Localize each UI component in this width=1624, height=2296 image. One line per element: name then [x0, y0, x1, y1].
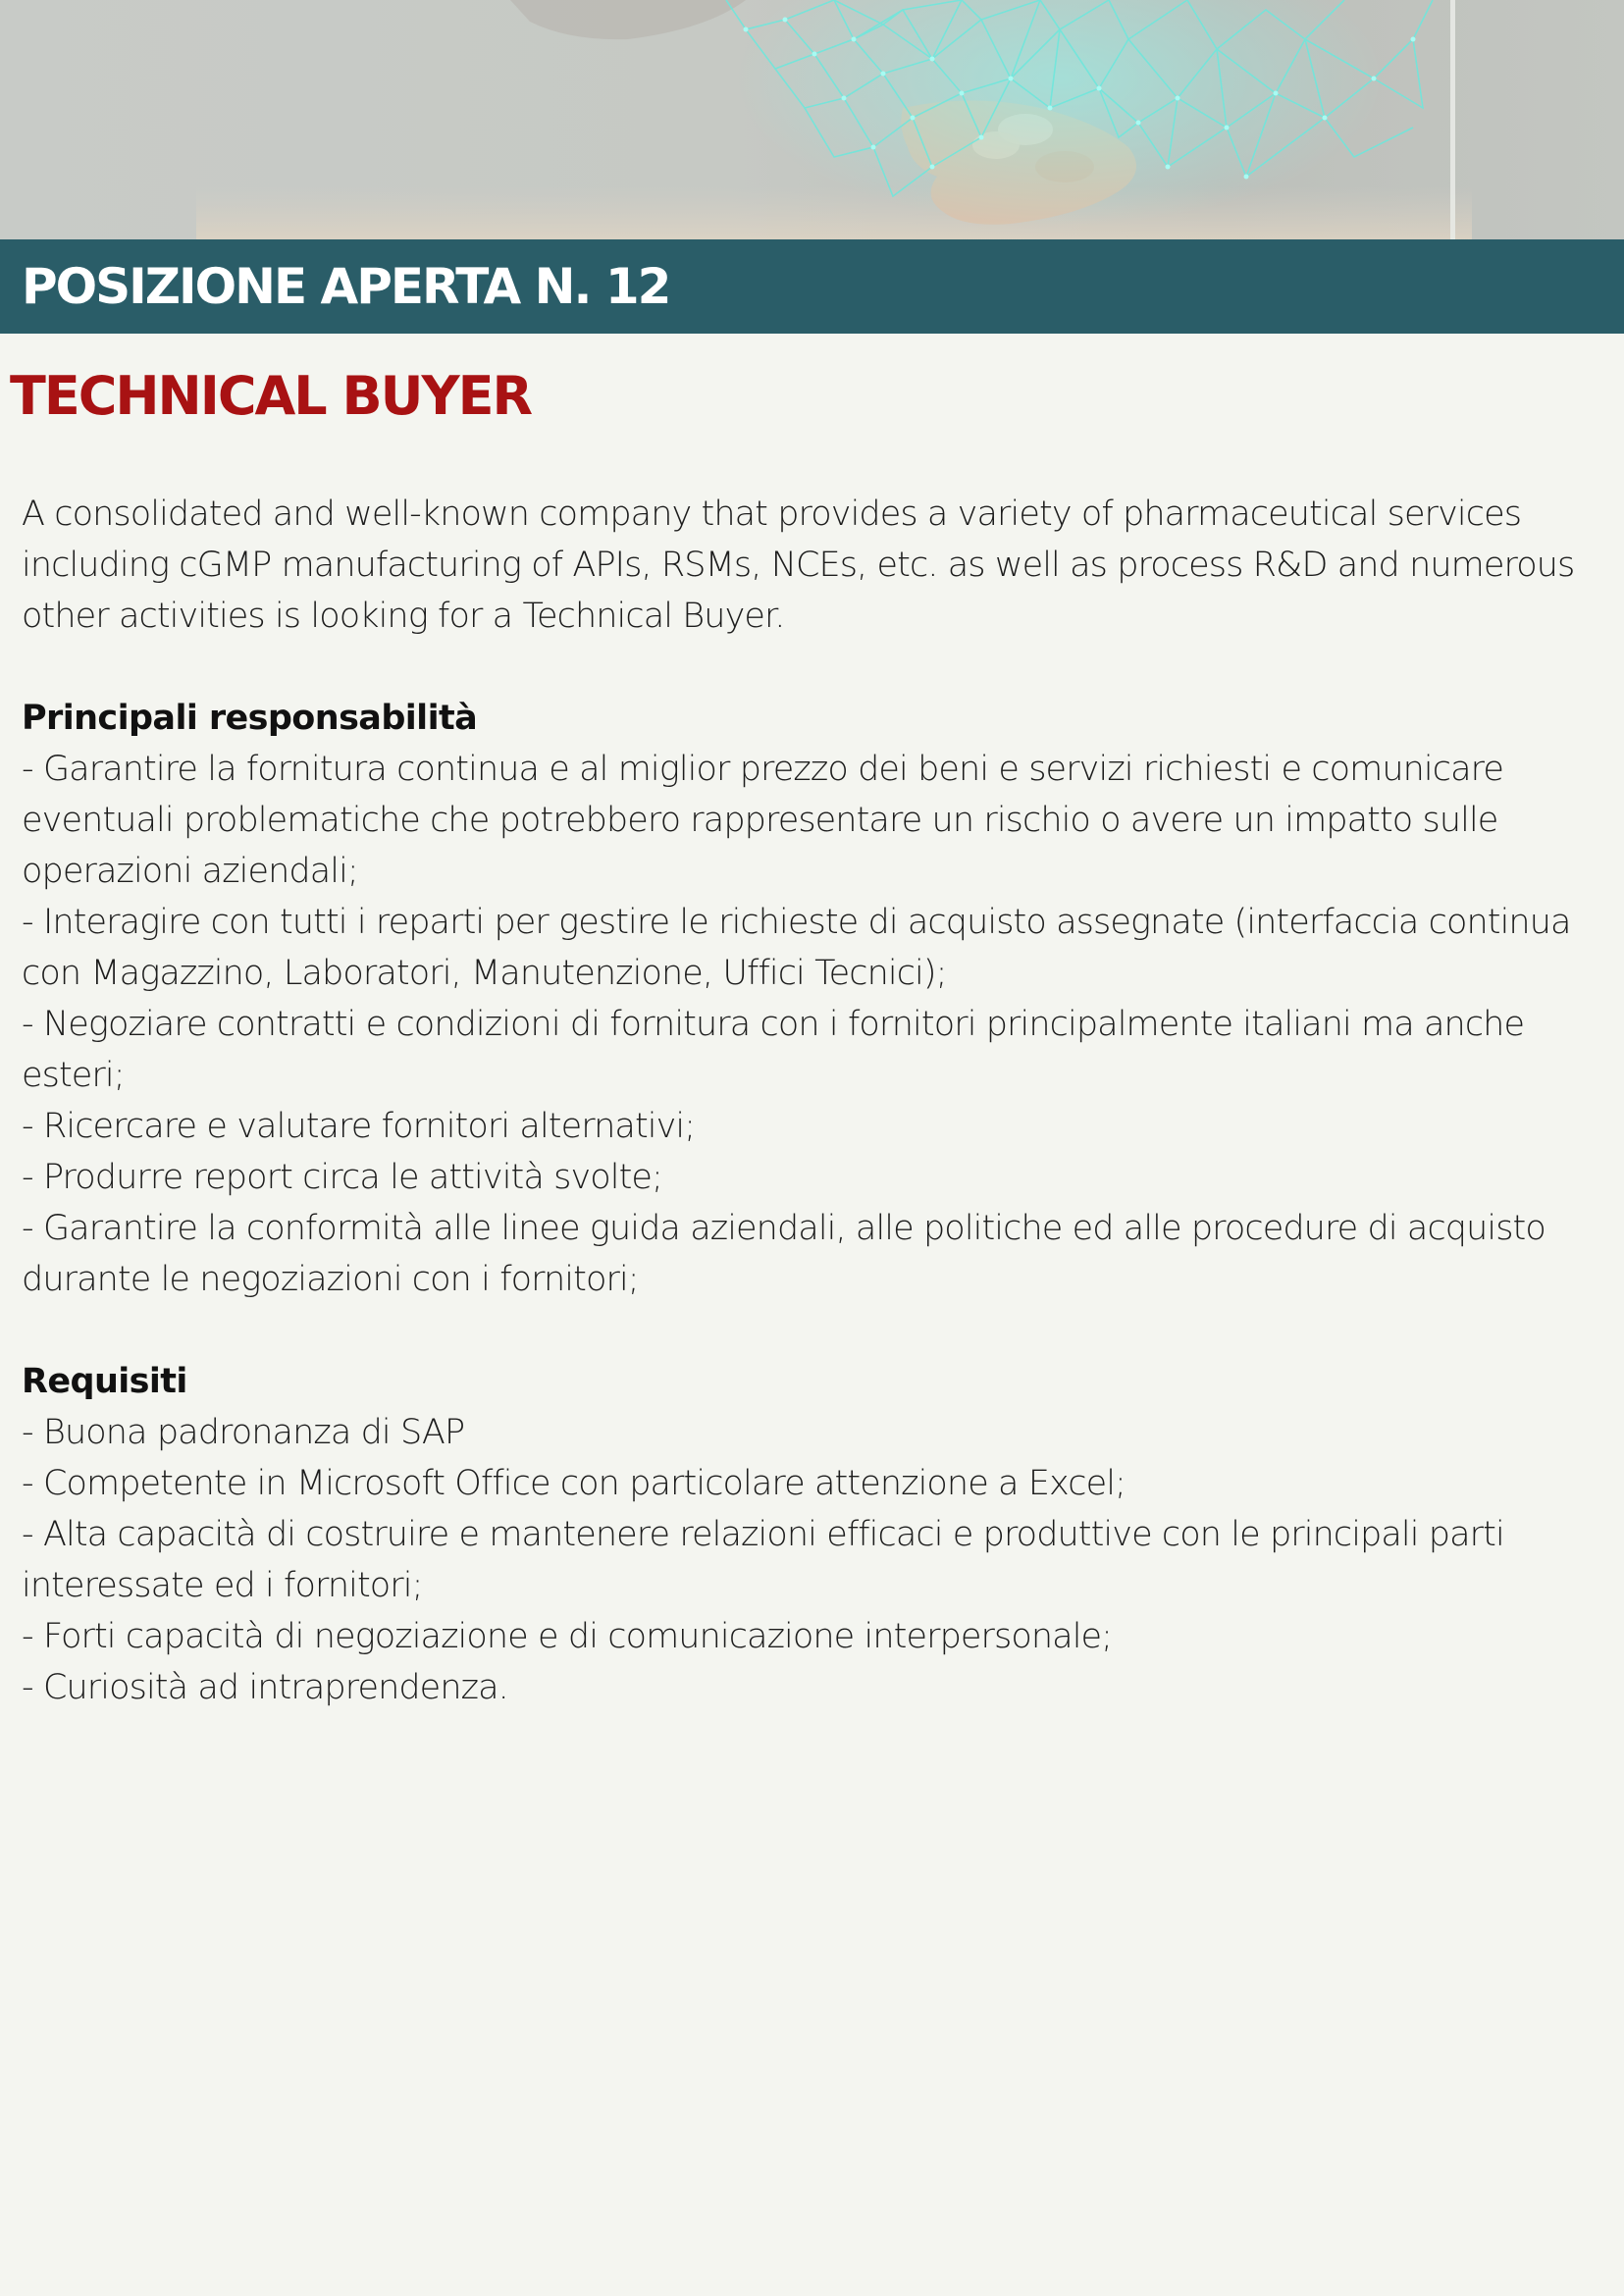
responsibilities-heading: Principali responsabilità	[22, 699, 478, 738]
requirements-section	[22, 1356, 1606, 1713]
responsibilities-section	[22, 693, 1606, 1305]
position-banner	[0, 239, 1624, 334]
requirements-list	[22, 1407, 1606, 1713]
list-item: - Competente in Microsoft Office con particolare attenzione a Excel;	[22, 1464, 1126, 1503]
header-image	[0, 0, 1624, 239]
job-description	[22, 489, 1606, 1764]
list-item: - Forti capacità di negoziazione e di comunicazione interpersonale;	[22, 1617, 1113, 1656]
list-item: - Produrre report circa le attività svolte;	[22, 1158, 662, 1197]
list-item: - Garantire la fornitura continua e al miglior prezzo dei beni e servizi richiesti e comunicare eventuali problematiche che potrebbero rappresentare un rischio o avere un impatto sulle operazioni aziendali;	[22, 750, 1503, 891]
list-item: - Garantire la conformità alle linee guida aziendali, alle politiche ed alle procedure di acquisto durante le negoziazioni con i fornitori;	[22, 1209, 1545, 1299]
list-item: - Buona padronanza di SAP	[22, 1413, 465, 1452]
responsibilities-list	[22, 744, 1606, 1305]
position-number-title: POSIZIONE APERTA N. 12	[22, 258, 670, 315]
job-title: TECHNICAL BUYER	[10, 365, 532, 427]
list-item: - Interagire con tutti i reparti per gestire le richieste di acquisto assegnate (interfaccia continua con Magazzino, Laboratori, Manutenzione, Uffici Tecnici);	[22, 903, 1571, 993]
list-item: - Curiosità ad intraprendenza.	[22, 1668, 508, 1707]
company-intro: A consolidated and well-known company that provides a variety of pharmaceutical services including cGMP manufacturing of APIs, RSMs, NCEs, etc. as well as process R&D and numerous other activities is looking for a Technical Buyer.	[22, 495, 1575, 636]
list-item: - Negoziare contratti e condizioni di fornitura con i fornitori principalmente italiani ma anche esteri;	[22, 1005, 1525, 1095]
list-item: - Ricercare e valutare fornitori alternativi;	[22, 1107, 696, 1146]
list-item: - Alta capacità di costruire e mantenere relazioni efficaci e produttive con le principali parti interessate ed i fornitori;	[22, 1515, 1504, 1605]
handshake-network-illustration	[0, 0, 1624, 239]
requirements-heading: Requisiti	[22, 1362, 187, 1401]
